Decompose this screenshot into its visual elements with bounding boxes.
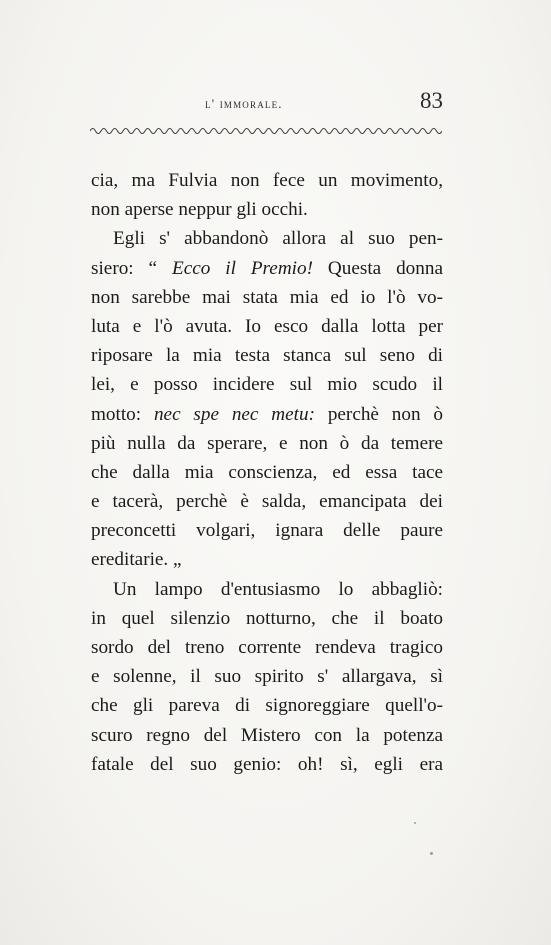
paper-speck xyxy=(414,822,416,824)
text-line xyxy=(91,691,443,720)
text-line xyxy=(91,662,443,691)
text-line xyxy=(91,633,443,662)
text-line xyxy=(91,254,443,283)
text-span: non aperse neppur gli occhi. xyxy=(91,199,308,221)
text-line xyxy=(91,545,443,574)
text-line xyxy=(91,341,443,370)
paper-speck xyxy=(430,852,433,855)
text-line xyxy=(91,400,443,429)
text-span: Questa donna xyxy=(312,257,443,279)
ornamental-rule xyxy=(90,126,442,136)
text-span: perchè non ò xyxy=(314,403,443,425)
text-line xyxy=(91,721,443,750)
text-span: più nulla da sperare, e non ò da temere xyxy=(91,432,443,454)
text-span: scuro regno del Mistero con la potenza xyxy=(91,724,443,746)
text-span: e solenne, il suo spirito s' allargava, sì xyxy=(91,666,443,688)
text-span: Un lampo d'entusiasmo lo abbagliò: xyxy=(113,578,443,600)
running-title: l' immorale. xyxy=(205,96,283,111)
text-line xyxy=(91,166,443,195)
text-line xyxy=(91,575,443,604)
text-span: ereditarie. „ xyxy=(91,549,182,571)
text-line xyxy=(91,195,443,224)
text-span: luta e l'ò avuta. Io esco dalla lotta per xyxy=(91,315,443,337)
text-span: siero: “ xyxy=(91,257,172,279)
text-span: riposare la mia testa stanca sul seno di xyxy=(91,345,443,367)
text-line xyxy=(91,370,443,399)
text-line xyxy=(91,516,443,545)
page-header xyxy=(0,88,551,118)
text-span: Egli s' abbandonò allora al suo pen- xyxy=(113,228,443,250)
text-line xyxy=(91,429,443,458)
text-line xyxy=(91,283,443,312)
text-span: non sarebbe mai stata mia ed io l'ò vo- xyxy=(91,286,443,308)
text-line xyxy=(91,487,443,516)
text-line xyxy=(91,458,443,487)
text-line xyxy=(91,604,443,633)
text-line xyxy=(91,224,443,253)
text-span: cia, ma Fulvia non fece un movimento, xyxy=(91,170,443,191)
text-span: fatale del suo genio: oh! sì, egli era xyxy=(91,753,443,775)
italic-span: nec spe nec metu: xyxy=(153,403,315,425)
text-span: lei, e posso incidere sul mio scudo il xyxy=(91,374,443,396)
text-line xyxy=(91,750,443,779)
text-span: sordo del treno corrente rendeva tragico xyxy=(91,637,443,658)
text-span: e tacerà, perchè è salda, emancipata dei xyxy=(91,491,443,513)
italic-span: Ecco il Premio! xyxy=(171,257,313,279)
text-span: che dalla mia conscienza, ed essa tace xyxy=(91,461,443,483)
text-span: in quel silenzio notturno, che il boato xyxy=(91,607,443,629)
text-span: che gli pareva di signoreggiare quell'o- xyxy=(91,695,443,717)
page-number: 83 xyxy=(420,88,443,113)
text-line xyxy=(91,312,443,341)
body-text xyxy=(91,166,443,779)
text-span: motto: xyxy=(91,403,154,425)
text-span: preconcetti volgari, ignara delle paure xyxy=(91,520,443,542)
